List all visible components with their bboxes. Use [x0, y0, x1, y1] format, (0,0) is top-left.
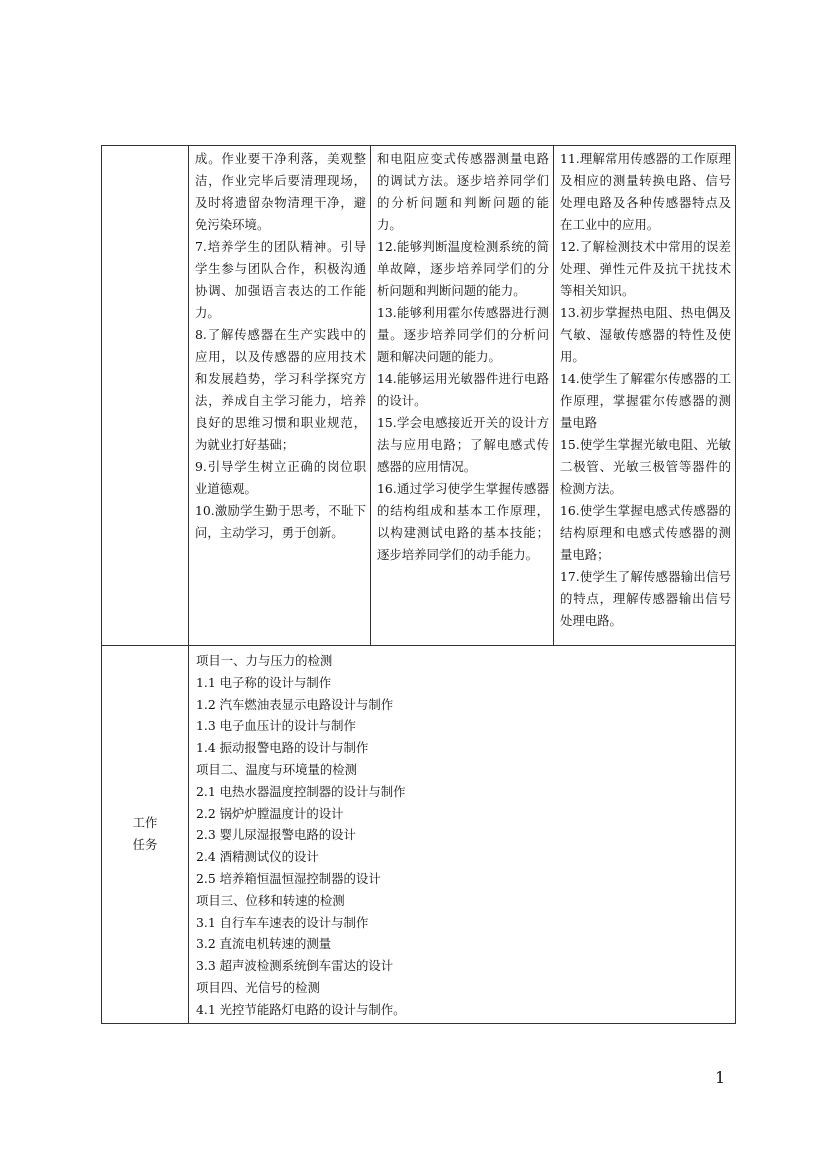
objectives-col-3	[554, 146, 736, 646]
objectives-col-2	[371, 146, 554, 646]
objective-paragraph: 9.引导学生树立正确的岗位职业道德观。	[195, 459, 366, 496]
objective-paragraph: 13.初步掌握热电阻、热电偶及气敏、湿敏传感器的特性及使用。	[560, 305, 731, 364]
objective-paragraph: 16.使学生掌握电感式传感器的结构原理和电感式传感器的测量电路；	[560, 503, 731, 562]
task-item: 3.1 自行车车速表的设计与制作	[196, 914, 369, 930]
objective-paragraph: 11.理解常用传感器的工作原理及相应的测量转换电路、信号处理电路及各种传感器特点及在工业中的应用。	[560, 151, 731, 232]
objective-paragraph: 14.能够运用光敏器件进行电路的设计。	[377, 371, 549, 408]
tasks-label-cell	[102, 646, 189, 1024]
objective-paragraph: 14.使学生了解霍尔传感器的工作原理，掌握霍尔传感器的测量电路	[560, 371, 731, 430]
objective-paragraph: 15.使学生掌握光敏电阻、光敏二极管、光敏三极管等器件的检测方法。	[560, 437, 731, 496]
objective-paragraph: 17.使学生了解传感器输出信号的特点，理解传感器输出信号处理电路。	[560, 569, 731, 628]
objective-paragraph: 13.能够利用霍尔传感器进行测量。逐步培养同学们的分析问题和解决问题的能力。	[377, 305, 549, 364]
task-item: 4.1 光控节能路灯电路的设计与制作。	[196, 1001, 406, 1017]
objective-paragraph: 12.了解检测技术中常用的误差处理、弹性元件及抗干扰技术等相关知识。	[560, 239, 731, 298]
task-item: 1.2 汽车燃油表显示电路设计与制作	[196, 696, 394, 712]
task-item: 1.4 振动报警电路的设计与制作	[196, 740, 369, 756]
tasks-list	[189, 646, 735, 1023]
objective-paragraph: 8.了解传感器在生产实践中的应用，以及传感器的应用技术和发展趋势，学习科学探究方法，养成自主学习能力，培养良好的思维习惯和职业规范，为就业打好基础；	[195, 327, 366, 452]
tasks-list-cell	[189, 646, 736, 1024]
tasks-label-line-1: 工作	[132, 815, 158, 831]
objective-paragraph: 成。作业要干净利落，美观整洁，作业完毕后要清理现场，及时将遗留杂物清理干净，避免污染环境。	[195, 151, 366, 232]
task-item: 2.4 酒精测试仪的设计	[196, 849, 319, 865]
task-item: 项目四、光信号的检测	[196, 979, 320, 995]
objectives-label-cell	[102, 146, 189, 646]
task-item: 项目二、温度与环境量的检测	[196, 761, 358, 777]
objective-paragraph: 10.激励学生勤于思考，不耻下问，主动学习，勇于创新。	[195, 503, 366, 540]
objectives-row	[102, 146, 736, 646]
task-item: 2.3 婴儿尿湿报警电路的设计	[196, 827, 356, 843]
objective-paragraph: 7.培养学生的团队精神。引导学生参与团队合作，积极沟通协调、加强语言表达的工作能力。	[195, 239, 366, 320]
page-number: 1	[715, 1068, 726, 1087]
task-item: 1.3 电子血压计的设计与制作	[196, 718, 356, 734]
course-table	[101, 145, 736, 1024]
tasks-row	[102, 646, 736, 1024]
task-item: 3.2 直流电机转速的测量	[196, 936, 332, 952]
objective-paragraph: 12.能够判断温度检测系统的简单故障，逐步培养同学们的分析问题和判断问题的能力。	[377, 239, 549, 298]
task-item: 项目三、位移和转速的检测	[196, 892, 345, 908]
task-item: 项目一、力与压力的检测	[196, 653, 333, 668]
task-item: 1.1 电子称的设计与制作	[196, 674, 332, 690]
objective-paragraph: 16.通过学习使学生掌握传感器的结构组成和基本工作原理，以构建测试电路的基本技能；逐步培养同学们的动手能力。	[377, 481, 549, 562]
tasks-label-line-2: 任务	[132, 837, 158, 853]
task-item: 2.2 锅炉炉膛温度计的设计	[196, 805, 344, 821]
task-item: 2.5 培养箱恒温恒湿控制器的设计	[196, 870, 381, 886]
objective-paragraph: 15.学会电感接近开关的设计方法与应用电路；了解电感式传感器的应用情况。	[377, 415, 549, 474]
objectives-col-1	[189, 146, 371, 646]
task-item: 2.1 电热水器温度控制器的设计与制作	[196, 783, 406, 799]
task-item: 3.3 超声波检测系统倒车雷达的设计	[196, 958, 394, 974]
objective-paragraph: 和电阻应变式传感器测量电路的调试方法。逐步培养同学们的分析问题和判断问题的能力。	[377, 151, 549, 232]
